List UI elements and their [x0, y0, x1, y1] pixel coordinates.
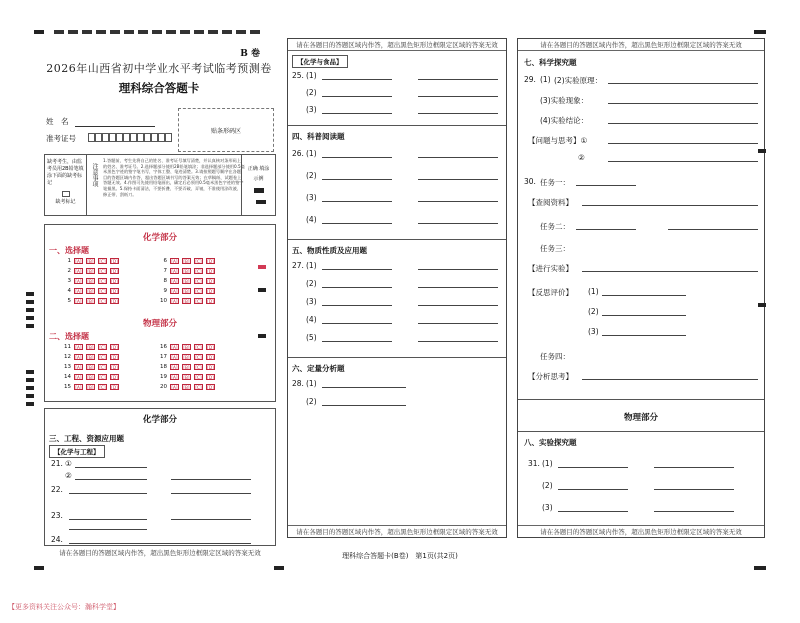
answer-line[interactable] [418, 96, 498, 97]
question-number: 4 [67, 287, 71, 294]
timing-mark [758, 303, 766, 307]
answer-line[interactable] [654, 467, 734, 468]
option-bubble-a[interactable]: [A] [75, 344, 82, 350]
option-bubble-c[interactable]: [C] [99, 384, 106, 390]
name-line [75, 120, 155, 127]
option-bubble-d[interactable]: [D] [111, 258, 118, 264]
answer-line[interactable] [322, 201, 392, 202]
paper-type: B 卷 [240, 49, 260, 59]
choice-row [59, 297, 122, 304]
timing-mark [258, 288, 266, 292]
section-heading: 三、工程、资源应用题 [49, 434, 124, 443]
answer-line[interactable] [668, 229, 758, 230]
engineering-section [44, 408, 276, 546]
q24-label: 24. [51, 535, 63, 544]
answer-line[interactable] [418, 223, 498, 224]
choice-row [59, 257, 122, 264]
timing-mark-red [258, 265, 266, 269]
answer-line[interactable] [69, 529, 147, 530]
answer-line[interactable] [418, 287, 498, 288]
absent-checkbox[interactable] [62, 191, 70, 197]
answer-line[interactable] [322, 323, 392, 324]
option-bubble-d[interactable]: [D] [111, 278, 118, 284]
check-label: 【查阅资料】 [528, 198, 573, 207]
task2-label: 任务二： [540, 222, 570, 231]
option-bubble-a[interactable]: [A] [75, 298, 82, 304]
answer-line[interactable] [608, 143, 758, 144]
option-bubble-c[interactable]: [C] [195, 374, 202, 380]
part-label: (2) [542, 481, 553, 490]
option-bubble-c[interactable]: [C] [99, 344, 106, 350]
question-number: 18 [160, 363, 167, 370]
chem-part-title-2: 化学部分 [142, 415, 177, 425]
card-title: 理科综合答题卡 [118, 81, 200, 95]
option-bubble-d[interactable]: [D] [111, 364, 118, 370]
option-bubble-a[interactable]: [A] [171, 278, 178, 284]
choice-row [59, 287, 122, 294]
q29-principle: (2)实验原理： [554, 76, 603, 85]
alignment-mark-bottom-left [34, 566, 44, 570]
part-label: (5) [306, 333, 317, 342]
question-number: 16 [160, 343, 167, 350]
filled-example-box [254, 188, 264, 193]
q23-label: 23. [51, 511, 63, 520]
part-label: (1) [306, 261, 317, 270]
question-number: 17 [160, 353, 167, 360]
answer-line[interactable] [69, 493, 147, 494]
option-bubble-a[interactable]: [A] [75, 384, 82, 390]
choice-row [59, 277, 122, 284]
answer-line[interactable] [322, 157, 392, 158]
answer-line[interactable] [75, 467, 147, 468]
answer-line[interactable] [654, 489, 734, 490]
option-bubble-b[interactable]: [B] [87, 374, 94, 380]
option-bubble-d[interactable]: [D] [111, 354, 118, 360]
option-bubble-d[interactable]: [D] [111, 384, 118, 390]
choice-row [155, 373, 218, 380]
section6-heading: 六、定量分析题 [292, 364, 345, 373]
choice-title: 一、选择题 [49, 246, 89, 255]
option-bubble-b[interactable]: [B] [183, 278, 190, 284]
option-bubble-b[interactable]: [B] [183, 384, 190, 390]
option-bubble-a[interactable]: [A] [75, 364, 82, 370]
timing-mark [758, 149, 766, 153]
fill-example-label: 正确 填涂 [247, 166, 270, 172]
option-bubble-d[interactable]: [D] [207, 384, 214, 390]
answer-line[interactable] [582, 271, 758, 272]
part-label: (2) [306, 397, 317, 406]
q29-q2: ② [578, 153, 585, 162]
option-bubble-a[interactable]: [A] [171, 298, 178, 304]
option-bubble-d[interactable]: [D] [207, 268, 214, 274]
option-bubble-a[interactable]: [A] [75, 258, 82, 264]
answer-line[interactable] [608, 83, 758, 84]
notice-bottom-col3: 请在各题目的答题区域内作答，超出黑色矩形边框限定区域的答案无效 [518, 525, 764, 537]
question-number: 10 [160, 297, 167, 304]
option-bubble-c[interactable]: [C] [99, 288, 106, 294]
timing-mark [26, 316, 34, 320]
question-number: 3 [67, 277, 71, 284]
option-bubble-b[interactable]: [B] [87, 364, 94, 370]
timing-mark [256, 200, 266, 204]
part-label: (2) [588, 307, 599, 316]
choice-row [59, 267, 122, 274]
choice-row [59, 383, 122, 390]
answer-line[interactable] [69, 519, 147, 520]
answer-line[interactable] [418, 201, 498, 202]
option-bubble-c[interactable]: [C] [99, 374, 106, 380]
choice-row [155, 257, 218, 264]
part-label: (1) [588, 287, 599, 296]
option-bubble-c[interactable]: [C] [195, 298, 202, 304]
question-number: 11 [64, 343, 71, 350]
option-bubble-d[interactable]: [D] [111, 344, 118, 350]
absent-instructions: 缺考考生，由监考员用2B铅笔填涂下面的缺考标记 [47, 159, 84, 186]
divider [518, 431, 764, 432]
answer-line[interactable] [418, 269, 498, 270]
alignment-mark-bottom-mid [274, 566, 284, 570]
option-bubble-a[interactable]: [A] [75, 354, 82, 360]
answer-line[interactable] [602, 315, 686, 316]
choice-row [155, 267, 218, 274]
option-bubble-a[interactable]: [A] [171, 364, 178, 370]
part-label: (1) [542, 459, 553, 468]
physics-part-title: 物理部分 [142, 319, 177, 329]
option-bubble-a[interactable]: [A] [171, 384, 178, 390]
answer-line[interactable] [171, 519, 251, 520]
answer-line[interactable] [322, 113, 392, 114]
q26-label: 26. [292, 149, 304, 158]
option-bubble-c[interactable]: [C] [195, 344, 202, 350]
q31-label: 31. [528, 459, 540, 468]
timing-mark [26, 308, 34, 312]
option-bubble-a[interactable]: [A] [171, 354, 178, 360]
answer-line[interactable] [418, 79, 498, 80]
answer-line[interactable] [582, 379, 758, 380]
answer-line[interactable] [322, 223, 392, 224]
option-bubble-c[interactable]: [C] [99, 258, 106, 264]
timing-mark [26, 402, 34, 406]
choice-row [155, 383, 218, 390]
question-number: 19 [160, 373, 167, 380]
option-bubble-c[interactable]: [C] [195, 268, 202, 274]
column-3 [517, 38, 765, 538]
answer-line[interactable] [322, 387, 406, 388]
reflect-label: 【反思评价】 [528, 288, 573, 297]
choice-row [155, 297, 218, 304]
question-number: 12 [64, 353, 71, 360]
question-number: 2 [67, 267, 71, 274]
alignment-mark-bottom-right [754, 566, 766, 570]
answer-line[interactable] [418, 113, 498, 114]
option-bubble-b[interactable]: [B] [183, 374, 190, 380]
option-bubble-a[interactable]: [A] [171, 288, 178, 294]
option-bubble-a[interactable]: [A] [75, 268, 82, 274]
option-bubble-d[interactable]: [D] [207, 354, 214, 360]
q22-label: 22. [51, 485, 63, 494]
answer-line[interactable] [558, 511, 628, 512]
answer-line[interactable] [75, 479, 147, 480]
absent-mark-label: 缺考标记 [55, 199, 76, 205]
option-bubble-b[interactable]: [B] [87, 354, 94, 360]
option-bubble-d[interactable]: [D] [111, 298, 118, 304]
answer-line[interactable] [322, 269, 392, 270]
answer-line[interactable] [582, 205, 758, 206]
answer-line[interactable] [602, 335, 686, 336]
q21-b-label: ② [65, 471, 72, 480]
timing-mark [26, 394, 34, 398]
option-bubble-c[interactable]: [C] [195, 364, 202, 370]
option-bubble-a[interactable]: [A] [75, 374, 82, 380]
option-bubble-c[interactable]: [C] [99, 268, 106, 274]
choice2-title: 二、选择题 [49, 332, 89, 341]
section7-heading: 七、科学探究题 [524, 58, 577, 67]
question-number: 5 [67, 297, 71, 304]
question-number: 6 [163, 257, 167, 264]
option-bubble-d[interactable]: [D] [207, 344, 214, 350]
answer-line[interactable] [418, 341, 498, 342]
option-bubble-b[interactable]: [B] [183, 354, 190, 360]
name-label: 姓 名 [46, 117, 69, 126]
divider [518, 399, 764, 400]
choice-row [155, 343, 218, 350]
part-label: (1) [306, 71, 317, 80]
exam-title: 2026年山西省初中学业水平考试临考预测卷 [46, 62, 272, 75]
option-bubble-d[interactable]: [D] [207, 258, 214, 264]
answer-line[interactable] [418, 157, 498, 158]
answer-line[interactable] [69, 543, 251, 544]
question-number: 9 [163, 287, 167, 294]
option-bubble-d[interactable]: [D] [111, 374, 118, 380]
barcode-area: 贴条形码区 [178, 108, 274, 152]
option-bubble-c[interactable]: [C] [195, 278, 202, 284]
question-number: 8 [163, 277, 167, 284]
option-bubble-c[interactable]: [C] [99, 354, 106, 360]
option-bubble-b[interactable]: [B] [87, 384, 94, 390]
option-bubble-a[interactable]: [A] [171, 344, 178, 350]
part-label: (3) [542, 503, 553, 512]
option-bubble-d[interactable]: [D] [207, 288, 214, 294]
section8-heading: 八、实验探究题 [524, 438, 577, 447]
q25-label: 25. [292, 71, 304, 80]
answer-line[interactable] [418, 305, 498, 306]
answer-line[interactable] [322, 405, 406, 406]
part-label: (4) [306, 215, 317, 224]
part-label: (3) [306, 105, 317, 114]
option-bubble-a[interactable]: [A] [171, 268, 178, 274]
question-number: 14 [64, 373, 71, 380]
choice-row [59, 353, 122, 360]
timing-mark [26, 324, 34, 328]
question-number: 7 [163, 267, 167, 274]
part-label: (3) [588, 327, 599, 336]
divider [288, 239, 506, 240]
option-bubble-c[interactable]: [C] [195, 288, 202, 294]
option-bubble-b[interactable]: [B] [87, 298, 94, 304]
answer-line[interactable] [322, 341, 392, 342]
answer-line[interactable] [576, 185, 636, 186]
option-bubble-b[interactable]: [B] [87, 288, 94, 294]
option-bubble-b[interactable]: [B] [183, 364, 190, 370]
option-bubble-c[interactable]: [C] [195, 258, 202, 264]
option-bubble-b[interactable]: [B] [87, 344, 94, 350]
option-bubble-c[interactable]: [C] [99, 364, 106, 370]
q29-conclusion: (4)实验结论： [540, 116, 589, 125]
answer-line[interactable] [654, 511, 734, 512]
option-bubble-d[interactable]: [D] [207, 374, 214, 380]
notice-top-col2: 请在各题目的答题区域内作答，超出黑色矩形边框限定区域的答案无效 [288, 39, 506, 51]
question-number: 1 [67, 257, 71, 264]
part-label: (3) [306, 297, 317, 306]
question-number: 13 [64, 363, 71, 370]
analysis-label: 【分析思考】 [528, 372, 573, 381]
answer-line[interactable] [602, 295, 686, 296]
option-bubble-b[interactable]: [B] [87, 278, 94, 284]
notice-bottom-col2: 请在各题目的答题区域内作答，超出黑色矩形边框限定区域的答案无效 [288, 525, 506, 537]
question-number: 15 [64, 383, 71, 390]
answer-line[interactable] [608, 123, 758, 124]
name-field[interactable] [46, 116, 155, 127]
q29-question: 【问题与思考】① [528, 136, 588, 145]
choice-row [155, 353, 218, 360]
question-number: 20 [160, 383, 167, 390]
choice-row [59, 363, 122, 370]
option-bubble-a[interactable]: [A] [171, 258, 178, 264]
option-bubble-a[interactable]: [A] [75, 278, 82, 284]
answer-line[interactable] [418, 323, 498, 324]
option-bubble-d[interactable]: [D] [207, 278, 214, 284]
divider [288, 125, 506, 126]
section4-heading: 四、科普阅读题 [292, 132, 345, 141]
q21-label: 21. [51, 459, 63, 468]
answer-line[interactable] [418, 179, 498, 180]
answer-line[interactable] [608, 103, 758, 104]
option-bubble-c[interactable]: [C] [99, 278, 106, 284]
alignment-mark-top-right [754, 30, 766, 34]
answer-line[interactable] [171, 479, 251, 480]
part-label: (4) [306, 315, 317, 324]
q29-phenomenon: (3)实验现象： [540, 96, 589, 105]
instructions-body: 1.答题前，考生先将自己的姓名、准考证号填写清楚，并认真核对条形码上的姓名、准考证号。2.选择题部分使用2B铅笔填涂；非选择题部分使用0.5毫米黑色字迹的签字笔书写，字体工整、笔迹清楚。3.请按照题号顺序在各题目的答题区域内作答，超出答题区域书写的答案无效；在草稿纸、试题卷上答题无效。4.作图可先使用铅笔画出，确定后必须用0.5毫米黑色字迹的签字笔描黑。5.保持卡面清洁，不要折叠、不要弄破、弄皱，不准使用涂改液、修正带、刮纸刀。 [103, 158, 245, 197]
timing-mark [26, 370, 34, 374]
chem-part-title: 化学部分 [142, 233, 177, 243]
option-bubble-b[interactable]: [B] [87, 268, 94, 274]
task3-label: 任务三： [540, 244, 570, 253]
option-bubble-c[interactable]: [C] [195, 384, 202, 390]
part-label: (1) [306, 149, 317, 158]
answer-line[interactable] [322, 96, 392, 97]
answer-line[interactable] [322, 179, 392, 180]
option-bubble-b[interactable]: [B] [183, 268, 190, 274]
choice-row [155, 277, 218, 284]
physics-part-title-2: 物理部分 [623, 413, 658, 423]
choice-row [59, 343, 122, 350]
multiple-choice-section [44, 224, 276, 402]
notice-top-col3: 请在各题目的答题区域内作答，超出黑色矩形边框限定区域的答案无效 [518, 39, 764, 51]
q27-label: 27. [292, 261, 304, 270]
part-label: (2) [306, 88, 317, 97]
choice-row [155, 363, 218, 370]
option-bubble-b[interactable]: [B] [183, 288, 190, 294]
option-bubble-b[interactable]: [B] [183, 344, 190, 350]
part-label: (1) [306, 379, 317, 388]
option-bubble-d[interactable]: [D] [111, 268, 118, 274]
timing-mark [26, 386, 34, 390]
option-bubble-d[interactable]: [D] [111, 288, 118, 294]
part-label: (2) [306, 171, 317, 180]
instructions-label: 注意事项 [91, 163, 98, 187]
fill-example-sub: 示例 [253, 176, 264, 182]
answer-line[interactable] [171, 493, 251, 494]
option-bubble-a[interactable]: [A] [75, 288, 82, 294]
timing-mark [26, 292, 34, 296]
option-bubble-b[interactable]: [B] [183, 258, 190, 264]
timing-mark [26, 378, 34, 382]
absent-area [45, 155, 87, 215]
answer-line[interactable] [576, 229, 636, 230]
timing-mark [258, 334, 266, 338]
part-label: (2) [306, 279, 317, 288]
choice-row [155, 287, 218, 294]
timing-mark [26, 300, 34, 304]
food-subject-box: 【化学与食品】 [292, 55, 348, 68]
answer-line[interactable] [558, 467, 628, 468]
option-bubble-c[interactable]: [C] [99, 298, 106, 304]
q29-label: 29. [524, 75, 536, 84]
answer-line[interactable] [322, 287, 392, 288]
task4-label: 任务四： [540, 352, 570, 361]
option-bubble-b[interactable]: [B] [87, 258, 94, 264]
answer-line[interactable] [322, 79, 392, 80]
q21-a-label: ① [65, 459, 72, 468]
answer-line[interactable] [322, 305, 392, 306]
instructions-box [44, 154, 276, 216]
part-label: (3) [306, 193, 317, 202]
answer-line[interactable] [558, 489, 628, 490]
section5-heading: 五、物质性质及应用题 [292, 246, 367, 255]
fill-example [241, 155, 275, 215]
option-bubble-a[interactable]: [A] [171, 374, 178, 380]
option-bubble-c[interactable]: [C] [195, 354, 202, 360]
id-label: 准考证号 [46, 134, 76, 143]
option-bubble-d[interactable]: [D] [207, 298, 214, 304]
column-2 [287, 38, 507, 538]
q28-label: 28. [292, 379, 304, 388]
notice-bottom-col1: 请在各题目的答题区域内作答，超出黑色矩形边框限定区域的答案无效 [59, 549, 261, 557]
option-bubble-b[interactable]: [B] [183, 298, 190, 304]
answer-line[interactable] [608, 161, 758, 162]
watermark-text: 【更多资料关注公众号：瀚科学堂】 [8, 603, 120, 611]
id-number-boxes[interactable] [88, 133, 172, 142]
page-footer: 理科综合答题卡(B卷) 第1页(共2页) [342, 552, 458, 560]
divider [288, 357, 506, 358]
q29-part1: (1) [540, 75, 551, 84]
experiment-label: 【进行实验】 [528, 264, 573, 273]
q30-label: 30. [524, 177, 536, 186]
subject-box: 【化学与工程】 [49, 445, 105, 458]
task1-label: 任务一： [540, 178, 570, 187]
option-bubble-d[interactable]: [D] [207, 364, 214, 370]
choice-row [59, 373, 122, 380]
column-1 [38, 30, 280, 557]
